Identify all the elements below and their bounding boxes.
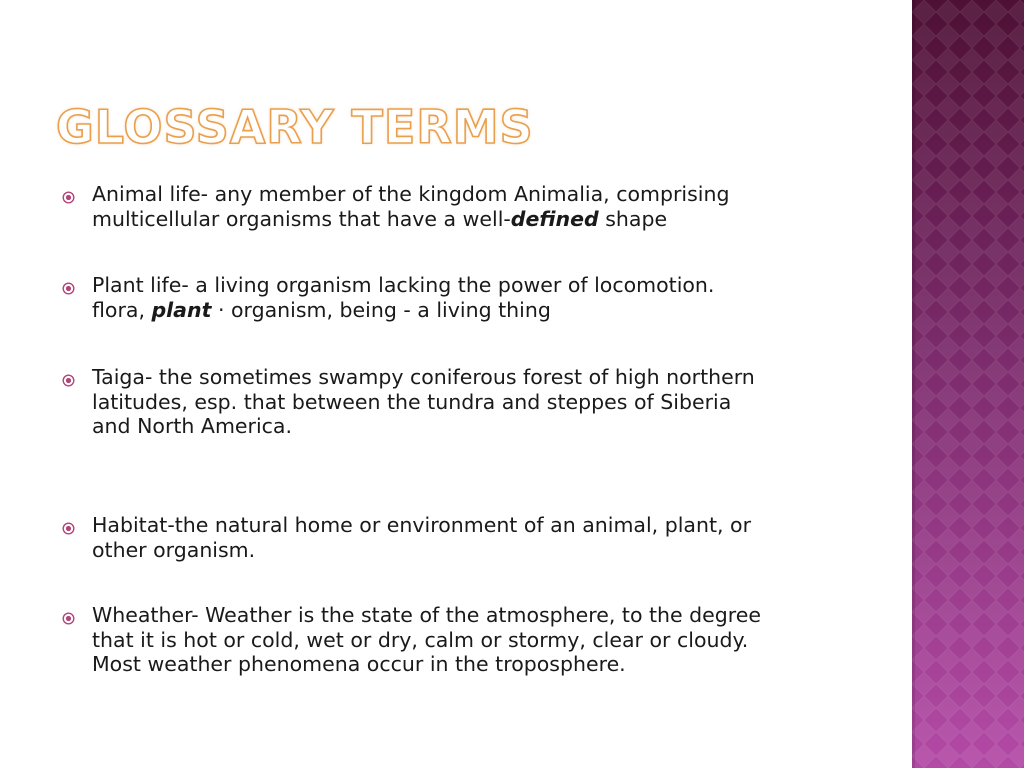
- emphasized-term: defined: [510, 206, 599, 231]
- decorative-side-panel: [912, 0, 1024, 768]
- circled-dot-icon: [62, 612, 75, 625]
- glossary-item-plant-life: [62, 273, 862, 322]
- glossary-definition-text: [92, 603, 862, 677]
- glossary-definition-text: [92, 273, 862, 322]
- text-run: Habitat-the natural home or environment of an animal, plant, or other organism.: [92, 513, 752, 562]
- text-run: Taiga- the sometimes swampy coniferous forest of high northern latitudes, esp. that between the tundra and steppes of Siberia and North America.: [92, 365, 755, 438]
- text-run: Plant life- a living organism lacking the power of locomotion. flora,: [92, 273, 715, 322]
- text-run: Wheather- Weather is the state of the atmosphere, to the degree that it is hot or cold, wet or dry, calm or stormy, clear or cloudy. Most weather phenomena occur in the troposphere.: [92, 603, 762, 676]
- text-run: shape: [598, 206, 668, 231]
- circled-dot-icon: [62, 522, 75, 535]
- glossary-item-taiga: [62, 365, 862, 439]
- circled-dot-icon: [62, 374, 75, 387]
- text-run: Animal life- any member of the kingdom Animalia, comprising multicellular organisms that have a well-: [92, 182, 730, 231]
- glossary-item-weather: [62, 603, 862, 677]
- glossary-definition-text: [92, 182, 862, 231]
- text-run: · organism, being - a living thing: [211, 297, 551, 322]
- glossary-item-animal-life: [62, 182, 862, 231]
- circled-dot-icon: [62, 282, 75, 295]
- glossary-definition-text: [92, 365, 862, 439]
- slide-title: GLOSSARY TERMS: [56, 100, 534, 154]
- glossary-item-habitat: [62, 513, 862, 562]
- diamond-pattern: [912, 0, 1024, 768]
- emphasized-term: plant: [151, 297, 212, 322]
- glossary-definition-text: [92, 513, 862, 562]
- circled-dot-icon: [62, 191, 75, 204]
